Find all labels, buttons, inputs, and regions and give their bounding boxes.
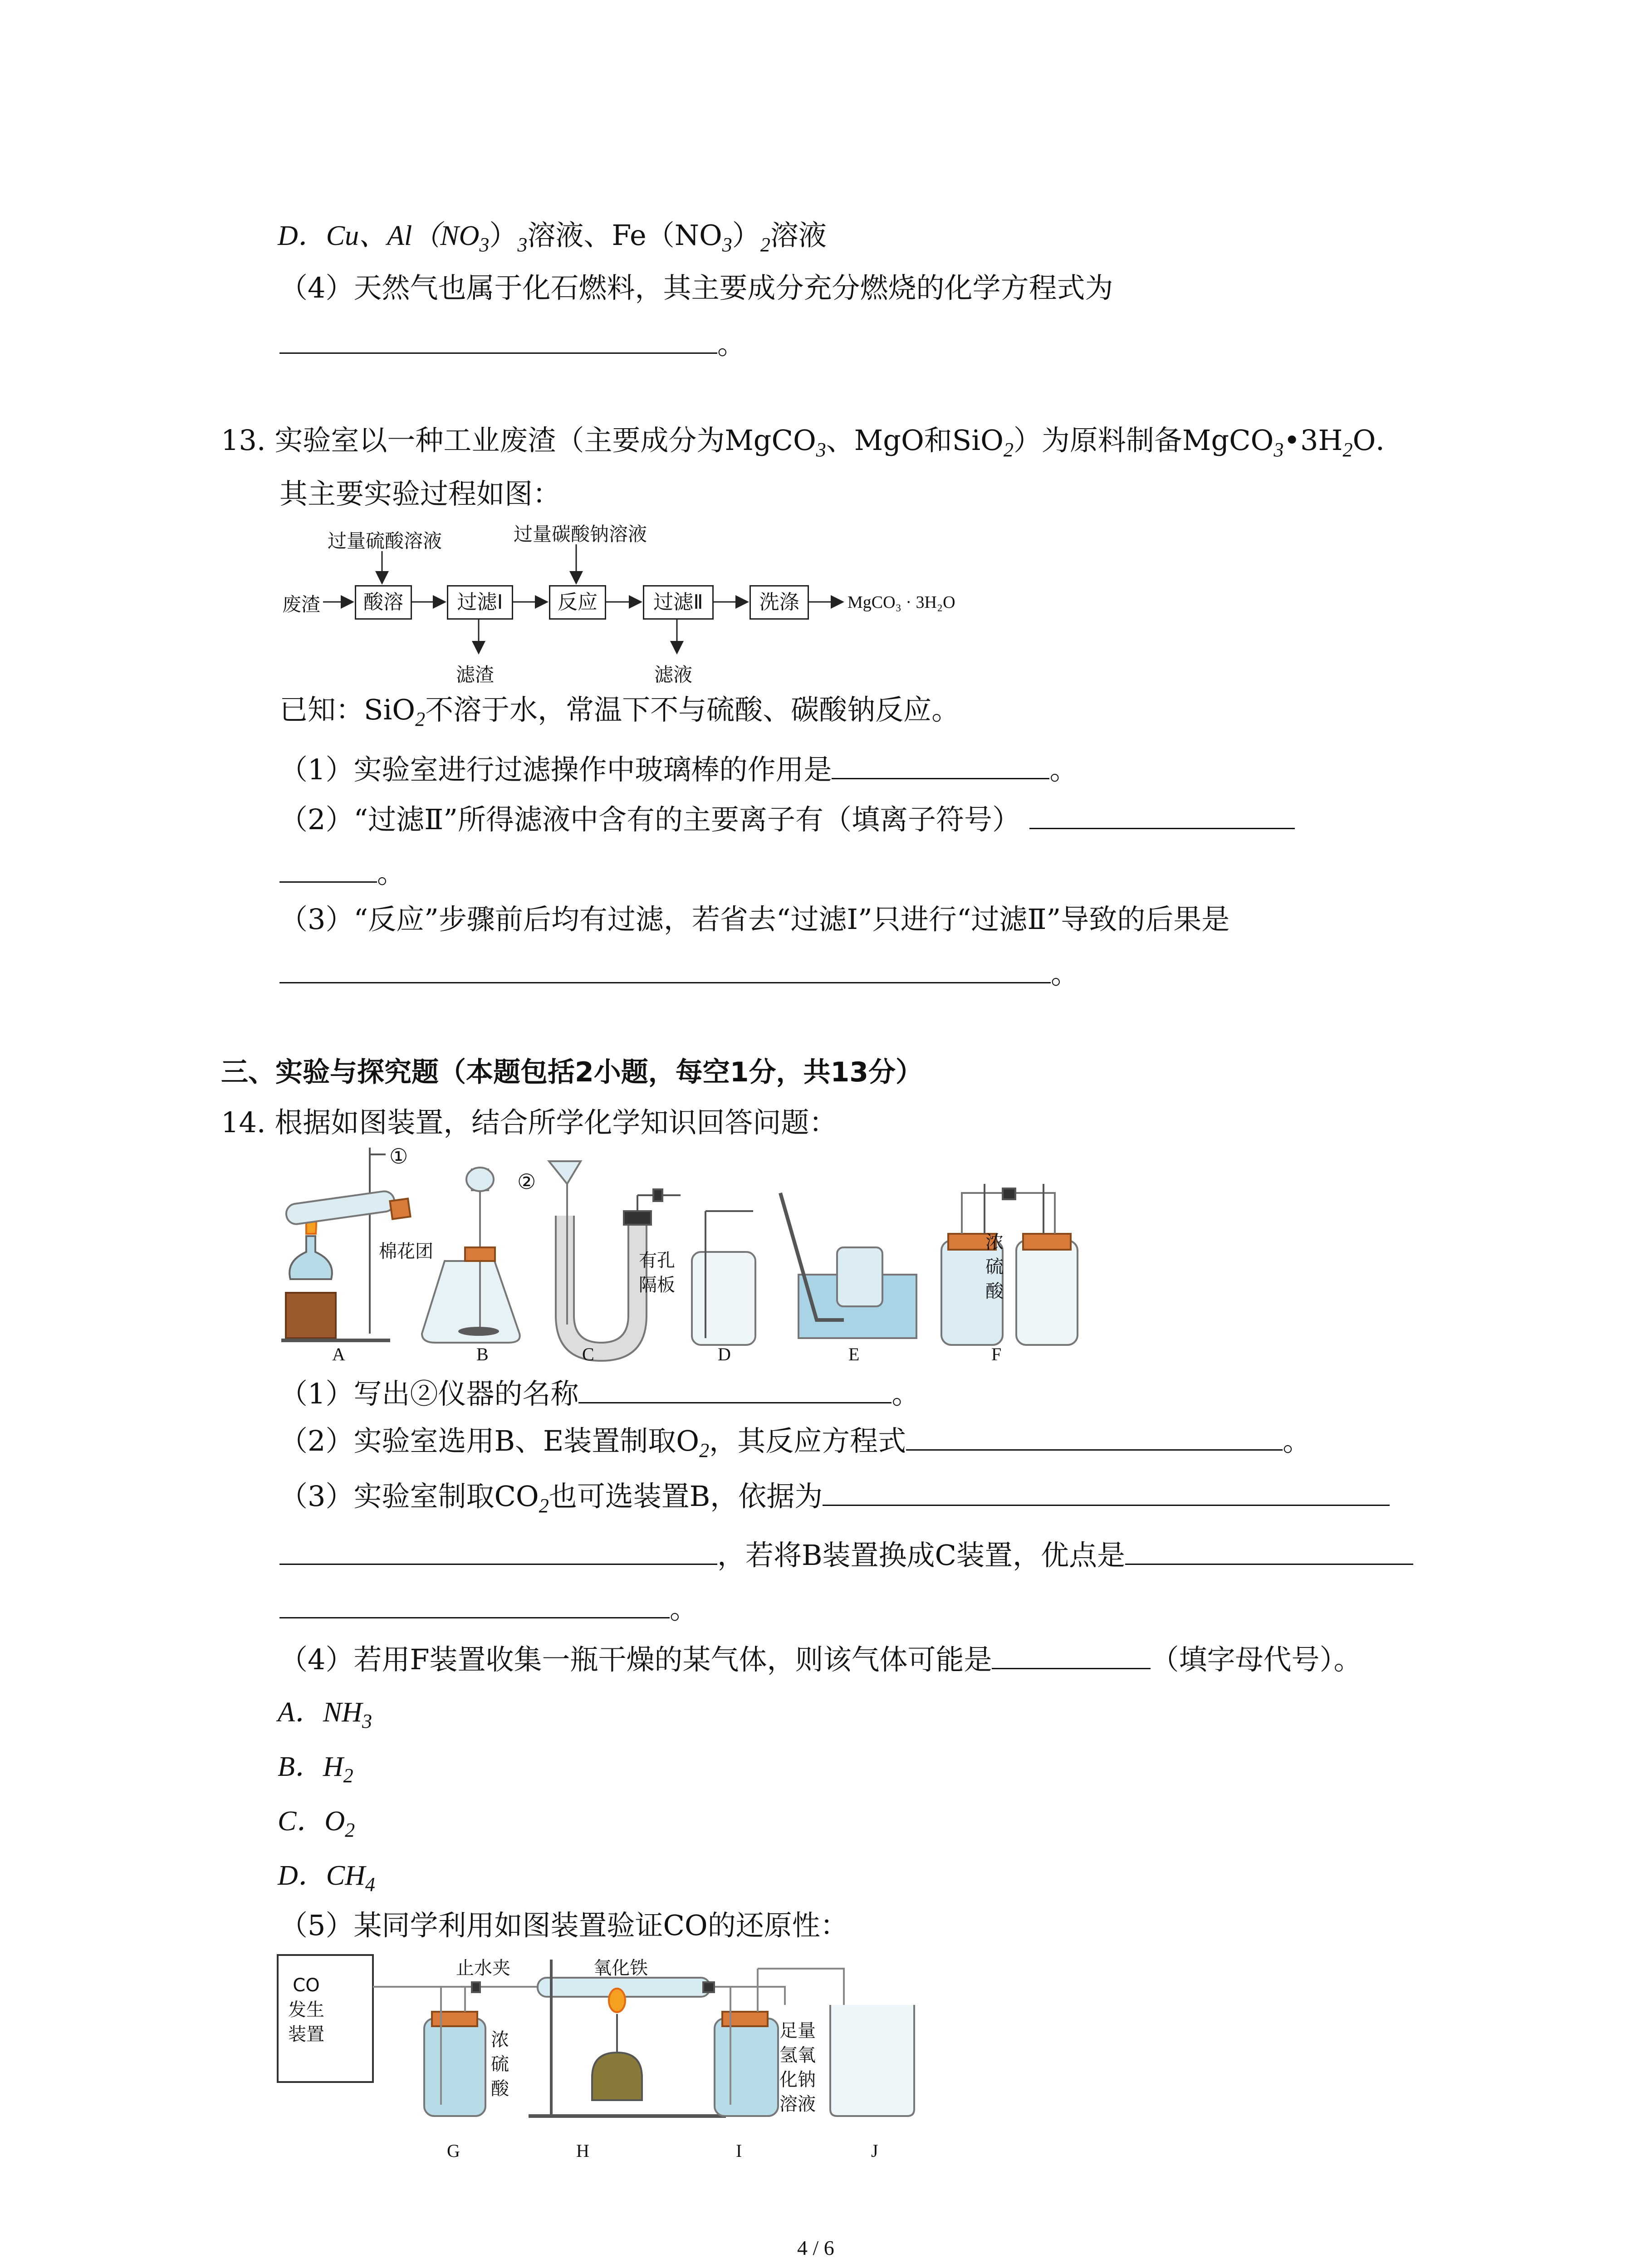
subscript: 2 (343, 1765, 353, 1787)
answer-blank[interactable] (992, 1644, 1151, 1669)
apparatus-label-b: B (476, 1344, 489, 1364)
q13-stem-d: •3H (1283, 424, 1343, 457)
flow-box-filter-2: 过滤Ⅱ (643, 585, 714, 620)
label-cotton: 棉花团 (379, 1241, 433, 1262)
answer-blank[interactable] (279, 1593, 670, 1618)
apparatus-label-d: D (718, 1344, 731, 1364)
apparatus-label-c: C (582, 1344, 594, 1364)
answer-blank[interactable] (823, 1481, 1390, 1506)
q14-option-a[interactable] (278, 1696, 372, 1734)
q14-part-2-b: ，其反应方程式 (709, 1424, 906, 1457)
label-naoh: 足量 氢氧 化钠 溶液 (779, 2020, 816, 2115)
flow-arrows (0, 0, 1043, 708)
q13-stem-b: 、MgO和SiO (826, 424, 1004, 457)
flow-box-filter-1: 过滤Ⅰ (447, 585, 513, 620)
label-h: H (576, 2141, 589, 2161)
answer-blank[interactable] (1029, 804, 1295, 829)
period: 。 (670, 1592, 698, 1625)
flow-box-acid-dissolve: 酸溶 (355, 585, 412, 620)
subscript: 3 (362, 1710, 372, 1732)
q14-option-d[interactable] (278, 1859, 375, 1897)
flow-product: MgCO₃ · 3H₂O (847, 593, 955, 612)
subscript: 2 (699, 1439, 710, 1461)
question-number: 14. (221, 1106, 266, 1139)
q14-stem (221, 1106, 837, 1139)
period: 。 (377, 856, 406, 890)
flow-box-react: 反应 (549, 585, 606, 620)
answer-blank[interactable] (1125, 1540, 1413, 1565)
flow-bottom-2: 滤液 (654, 664, 693, 686)
option-c-text: C．O (278, 1806, 345, 1837)
q14-part-3 (279, 1480, 1390, 1518)
subscript: 4 (365, 1873, 375, 1896)
q12-part-4: （4）天然气也属于化石燃料，其主要成分充分燃烧的化学方程式为 (279, 271, 1113, 304)
q13-part-2-text: （2）“过滤Ⅱ”所得滤液中含有的主要离子有（填离子符号） (279, 803, 1020, 836)
subscript: 3 (1274, 439, 1284, 461)
q14-stem-text: 根据如图装置，结合所学化学知识回答问题： (274, 1106, 838, 1139)
option-d-text-3: 溶液 (770, 219, 827, 252)
marker-1: ① (389, 1145, 408, 1168)
label-porous-plate: 有孔 隔板 (639, 1250, 675, 1295)
q14-option-c[interactable] (278, 1804, 355, 1843)
q14-part-3-cont (279, 1539, 1413, 1572)
apparatus-label-a: A (332, 1344, 345, 1364)
label-conc-acid-2: 浓 硫 酸 (491, 2029, 509, 2099)
label-co-generator: CO 发生 装置 (288, 1975, 324, 2045)
flow-start: 废渣 (282, 593, 321, 616)
apparatus-label-f: F (991, 1344, 1002, 1364)
answer-blank[interactable] (906, 1426, 1283, 1451)
flow-bottom-1: 滤渣 (456, 664, 495, 686)
answer-blank[interactable] (279, 1540, 717, 1565)
answer-blank[interactable] (832, 754, 1049, 779)
subscript: 2 (539, 1495, 549, 1517)
paren: ） (489, 219, 518, 252)
q13-stem-e: O． (1352, 424, 1404, 457)
q13-stem-2: 其主要实验过程如图： (279, 477, 561, 510)
q14-part-3-a: （3）实验室制取CO (279, 1480, 539, 1513)
q14-part-5: （5）某同学利用如图装置验证CO的还原性： (279, 1909, 848, 1942)
option-d-text: D．CH (278, 1860, 365, 1891)
paren: ） (732, 219, 760, 252)
flow-top-reagent-1: 过量硫酸溶液 (328, 530, 442, 552)
label-iron-oxide: 氧化铁 (593, 1958, 648, 1979)
q13-part-1 (279, 753, 1078, 787)
apparatus-label-e: E (848, 1344, 860, 1364)
q14-part-4-b: （填字母代号）。 (1151, 1643, 1362, 1676)
subscript: 3 (517, 234, 528, 256)
q14-part-1 (279, 1377, 920, 1411)
marker-2: ② (517, 1170, 536, 1193)
option-b-text: B．H (278, 1751, 343, 1782)
section-heading: 三、实验与探究题（本题包括2小题，每空1分，共13分） (221, 1056, 923, 1088)
question-number: 13. (221, 424, 266, 457)
subscript: 2 (415, 708, 426, 730)
label-g: G (447, 2141, 460, 2161)
q13-known (279, 693, 960, 732)
q14-part-2-a: （2）实验室选用B、E装置制取O (279, 1424, 700, 1457)
subscript: 3 (816, 439, 826, 461)
label-conc-acid: 浓 硫 酸 (985, 1232, 1004, 1302)
option-d-letter: D． (278, 220, 326, 251)
known-b: 不溶于水，常温下不与硫酸、碳酸钠反应。 (425, 693, 960, 726)
period: 。 (1049, 753, 1078, 786)
answer-blank[interactable] (279, 858, 377, 883)
q14-part-4-text: （4）若用F装置收集一瓶干燥的某气体，则该气体可能是 (279, 1643, 992, 1676)
q14-part-1-text: （1）写出②仪器的名称 (279, 1377, 579, 1410)
q14-part-3-end (279, 1592, 698, 1626)
flow-top-reagent-2: 过量碳酸钠溶液 (514, 523, 647, 545)
q14-option-b[interactable] (278, 1750, 353, 1788)
q13-part-3: （3）“反应”步骤前后均有过滤，若省去“过滤Ⅰ”只进行“过滤Ⅱ”导致的后果是 (279, 903, 1230, 936)
page-number: 4 / 6 (797, 2236, 834, 2259)
q14-part-3-c: ，若将B装置换成C装置，优点是 (717, 1539, 1126, 1572)
q13-part-2-cont (279, 856, 405, 890)
option-d-text-2: 溶液、Fe（NO (527, 219, 722, 252)
answer-blank[interactable] (279, 958, 1051, 983)
known-a: 已知：SiO (279, 693, 416, 726)
q14-part-3-b: 也可选装置B，依据为 (549, 1480, 823, 1513)
option-a-text: A．NH (278, 1697, 362, 1728)
subscript: 2 (1003, 439, 1014, 461)
q13-stem-a: 实验室以一种工业废渣（主要成分为MgCO (274, 424, 816, 457)
q13-stem-c: ）为原料制备MgCO (1013, 424, 1274, 457)
q14-part-4 (279, 1643, 1362, 1677)
subscript: 2 (760, 234, 770, 256)
q14-part-2 (279, 1424, 1311, 1463)
period: 。 (1051, 957, 1079, 990)
label-i: I (736, 2141, 742, 2161)
q13-part-1-text: （1）实验室进行过滤操作中玻璃棒的作用是 (279, 753, 832, 786)
subscript: 3 (479, 234, 490, 256)
subscript: 2 (1342, 439, 1353, 461)
period: 。 (892, 1377, 920, 1410)
co-reduction-figure (272, 1950, 930, 2150)
q13-part-3-answer (279, 957, 1079, 991)
answer-blank[interactable] (578, 1378, 892, 1403)
label-clip: 止水夹 (456, 1958, 510, 1979)
subscript: 3 (722, 234, 732, 256)
q13-part-2 (279, 803, 1295, 836)
flow-box-wash: 洗涤 (749, 585, 809, 620)
period: 。 (1283, 1424, 1311, 1457)
subscript: 2 (345, 1819, 355, 1841)
option-d-text-1: Cu、Al（NO (326, 220, 480, 251)
label-j: J (871, 2141, 878, 2161)
period: 。 (717, 327, 746, 361)
